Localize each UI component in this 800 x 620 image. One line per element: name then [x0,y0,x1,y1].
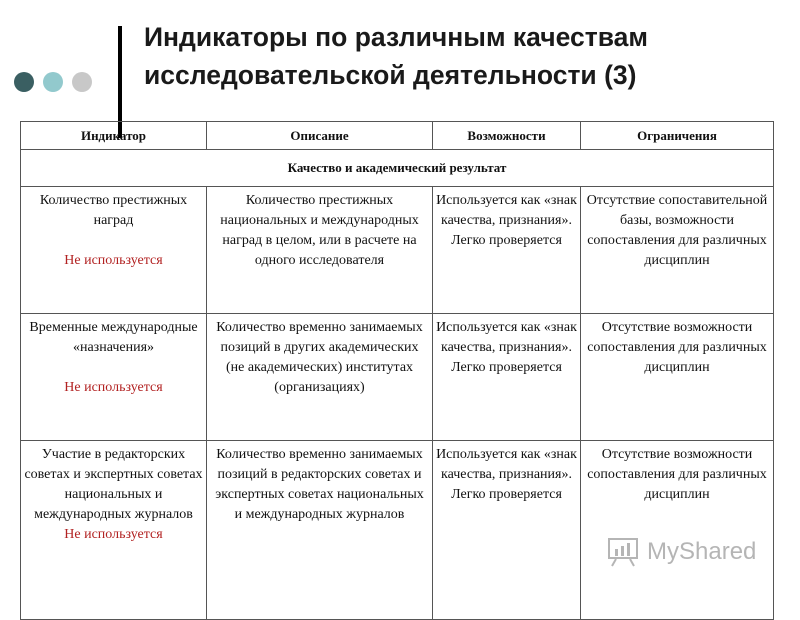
watermark-logo [607,537,756,567]
opportunities-cell: Используется как «знак качества, признания». Легко проверяется [433,441,581,620]
indicator-cell [21,314,207,441]
dot-dark [14,72,34,92]
limitations-cell: Отсутствие сопоставительной базы, возможности сопоставления для различных дисциплин [581,187,774,314]
chart-board-icon [607,537,641,567]
description-cell: Количество временно занимаемых позиций в редакторских советах и экспертных советах национальных и международных журналов [207,441,433,620]
section-title: Качество и академический результат [21,150,774,187]
status-label: Не используется [64,380,163,395]
header-indicator: Индикатор [21,122,207,150]
decorative-dots [14,72,92,92]
limitations-cell: Отсутствие возможности сопоставления для различных дисциплин [581,441,774,620]
header-description: Описание [207,122,433,150]
opportunities-cell: Используется как «знак качества, признания». Легко проверяется [433,187,581,314]
header-opportunities: Возможности [433,122,581,150]
section-row [21,150,774,187]
table-row [21,441,774,620]
indicator-name: Участие в редакторских советах и экспертных советах национальных и международных журналов [24,447,203,522]
watermark-text: MyShared [647,538,757,565]
slide-title: Индикаторы по различным качествам исследовательской деятельности (3) [144,22,649,90]
dot-light [43,72,63,92]
indicator-cell [21,187,207,314]
status-label: Не используется [64,527,163,542]
opportunities-cell: Используется как «знак качества, признания». Легко проверяется [433,314,581,441]
table-row [21,187,774,314]
description-cell: Количество престижных национальных и международных наград в целом, или в расчете на одного исследователя [207,187,433,314]
description-cell: Количество временно занимаемых позиций в других академических (не академических) институтах (организациях) [207,314,433,441]
dot-gray [72,72,92,92]
indicator-name: Временные международные «назначения» [29,320,198,355]
status-label: Не используется [64,253,163,268]
table-row [21,314,774,441]
limitations-cell: Отсутствие возможности сопоставления для различных дисциплин [581,314,774,441]
table-header-row [21,122,774,150]
indicator-cell [21,441,207,620]
header-limitations: Ограничения [581,122,774,150]
indicator-name: Количество престижных наград [39,193,188,228]
